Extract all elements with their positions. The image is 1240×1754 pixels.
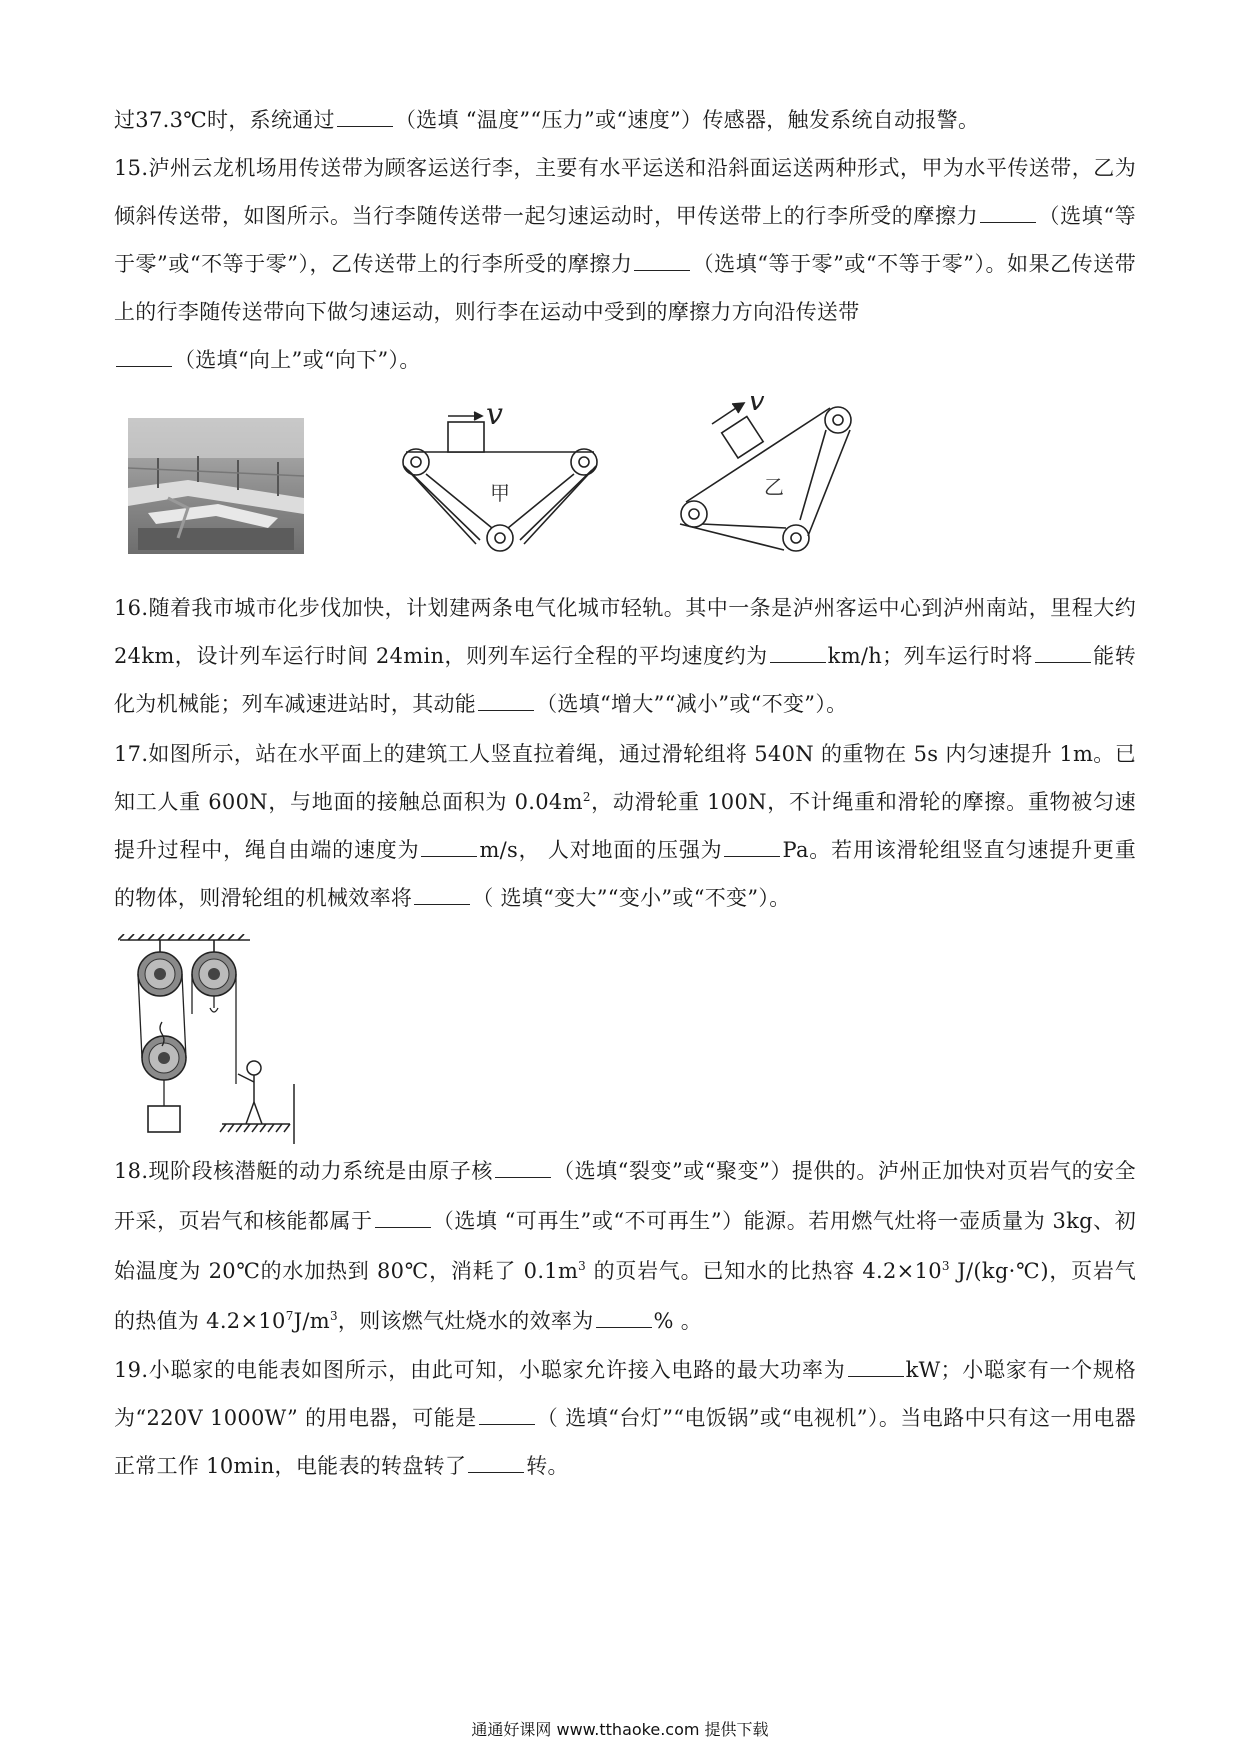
label-jia: 甲: [490, 481, 510, 505]
q17-text-2: ，动滑轮重 100N，不计绳重和滑轮的摩擦。重物被匀速提升过程中，绳自由端的速度为: [114, 790, 1137, 862]
q19-text-3: （ 选填“台灯”“电饭锅”或“电视机”）。当电路中只有这一用电器正常工作 10min，电能表的转盘转了: [114, 1406, 1136, 1478]
answer-blank[interactable]: [421, 838, 477, 857]
pulley-system-diagram: [118, 934, 308, 1144]
q19-text-2: kW；小聪家有一个规格为“220V 1000W” 的用电器，可能是: [114, 1358, 1136, 1430]
superscript: 7: [285, 1309, 294, 1323]
q19-text-4: 转。: [526, 1454, 569, 1478]
q17-text-5: （ 选填“变大”“变小”或“不变”）。: [472, 886, 791, 910]
velocity-label: v: [486, 404, 503, 432]
superscript: 3: [578, 1259, 587, 1273]
velocity-label: v: [748, 396, 765, 418]
q18-text-6: J/m: [293, 1309, 330, 1333]
q18-text-5: J/(kg·℃)，页岩气的热值为 4.2×10: [114, 1259, 1136, 1333]
q16-text-1: 16.随着我市城市化步伐加快，计划建两条电气化城市轻轨。其中一条是泸州客运中心到泸州南站，里程大约 24km，设计列车运行时间 24min，则列车运行全程的平均速度约为: [114, 596, 1136, 668]
pulley-bottom: [487, 525, 513, 551]
q18-text-7: ，则该燃气灶烧水的效率为: [337, 1309, 594, 1333]
q15-text-2: （选填“等于零”或“不等于零”），乙传送带上的行李所受的摩擦力: [114, 204, 1136, 276]
answer-blank[interactable]: [479, 1406, 535, 1425]
pulley-top: [825, 407, 851, 433]
fixed-pulley-left: [138, 952, 182, 996]
answer-blank[interactable]: [375, 1209, 431, 1228]
q18-text-1: 18.现阶段核潜艇的动力系统是由原子核: [114, 1159, 493, 1183]
superscript: 3: [329, 1309, 338, 1323]
pulley-left: [681, 501, 707, 527]
pulley-bottom: [783, 525, 809, 551]
question-19: [114, 1346, 1136, 1490]
q16-text-2: km/h；列车运行时将: [827, 644, 1033, 668]
answer-blank[interactable]: [1035, 644, 1091, 663]
answer-blank[interactable]: [478, 692, 534, 711]
q14-text-2: （选填 “温度”“压力”或“速度”）传感器，触发系统自动报警。: [394, 108, 980, 132]
question-16: [114, 584, 1136, 728]
answer-blank[interactable]: [414, 886, 470, 905]
ground: [220, 1084, 294, 1144]
answer-blank[interactable]: [770, 644, 826, 663]
question-18: [114, 1146, 1136, 1346]
question-17: [114, 730, 1136, 922]
superscript: 2: [582, 790, 591, 804]
answer-blank[interactable]: [116, 348, 172, 367]
answer-blank[interactable]: [724, 838, 780, 857]
answer-blank[interactable]: [495, 1159, 551, 1178]
answer-blank[interactable]: [596, 1309, 652, 1328]
answer-blank[interactable]: [634, 252, 690, 271]
q15-text-4: （选填“向上”或“向下”）。: [174, 348, 421, 372]
q17-text-3: m/s， 人对地面的压强为: [479, 838, 723, 862]
label-yi: 乙: [764, 475, 784, 499]
page-footer: 通通好课网 www.tthaoke.com 提供下载: [471, 1720, 769, 1739]
q18-text-8: % 。: [653, 1309, 703, 1333]
q15-text-1: 15.泸州云龙机场用传送带为顾客运送行李，主要有水平运送和沿斜面运送两种形式，甲为水平传送带，乙为倾斜传送带，如图所示。当行李随传送带一起匀速运动时，甲传送带上的行李所受的摩擦力: [114, 156, 1136, 228]
q18-text-3: （选填 “可再生”或“不可再生”）能源。若用燃气灶将一壶质量为 3kg、初始温度为 20℃的水加热到 80℃，消耗了 0.1m: [114, 1209, 1136, 1283]
pulley-right: [571, 449, 597, 475]
superscript: 3: [941, 1259, 950, 1273]
answer-blank[interactable]: [980, 204, 1036, 223]
q18-text-2: （选填“裂变”或“聚变”）提供的。泸州正加快对页岩气的安全开采，页岩气和核能都属于: [114, 1159, 1136, 1233]
q14-text-1: 过37.3℃时，系统通过: [114, 108, 335, 132]
fixed-pulley-right: [192, 952, 236, 996]
answer-blank[interactable]: [848, 1358, 904, 1377]
question-15: [114, 144, 1136, 384]
load-box: [148, 1106, 180, 1132]
q19-text-1: 19.小聪家的电能表如图所示，由此可知，小聪家允许接入电路的最大功率为: [114, 1358, 846, 1382]
answer-blank[interactable]: [468, 1454, 524, 1473]
q16-text-4: （选填“增大”“减小”或“不变”）。: [536, 692, 848, 716]
question-14-tail: [114, 96, 1136, 144]
q18-text-4: 的页岩气。已知水的比热容 4.2×10: [586, 1259, 942, 1283]
inclined-belt-diagram: [668, 396, 858, 554]
q17-text-4: Pa。若用该滑轮组竖直匀速提升更重的物体，则滑轮组的机械效率将: [114, 838, 1136, 910]
worker-figure: [238, 1061, 262, 1124]
pulley-left: [403, 449, 429, 475]
q16-text-3: 能转化为机械能；列车减速进站时，其动能: [114, 644, 1137, 716]
q17-text-1: 17.如图所示，站在水平面上的建筑工人竖直拉着绳，通过滑轮组将 540N 的重物在 5s 内匀速提升 1m。已知工人重 600N，与地面的接触总面积为 0.04m: [114, 742, 1136, 814]
q15-text-3: （选填“等于零”或“不等于零”）。如果乙传送带上的行李随传送带向下做匀速运动，则行李在运动中受到的摩擦力方向沿传送带: [114, 252, 1136, 324]
horizontal-belt-diagram: [396, 404, 606, 554]
answer-blank[interactable]: [337, 108, 393, 127]
conveyor-photo: [128, 418, 304, 554]
